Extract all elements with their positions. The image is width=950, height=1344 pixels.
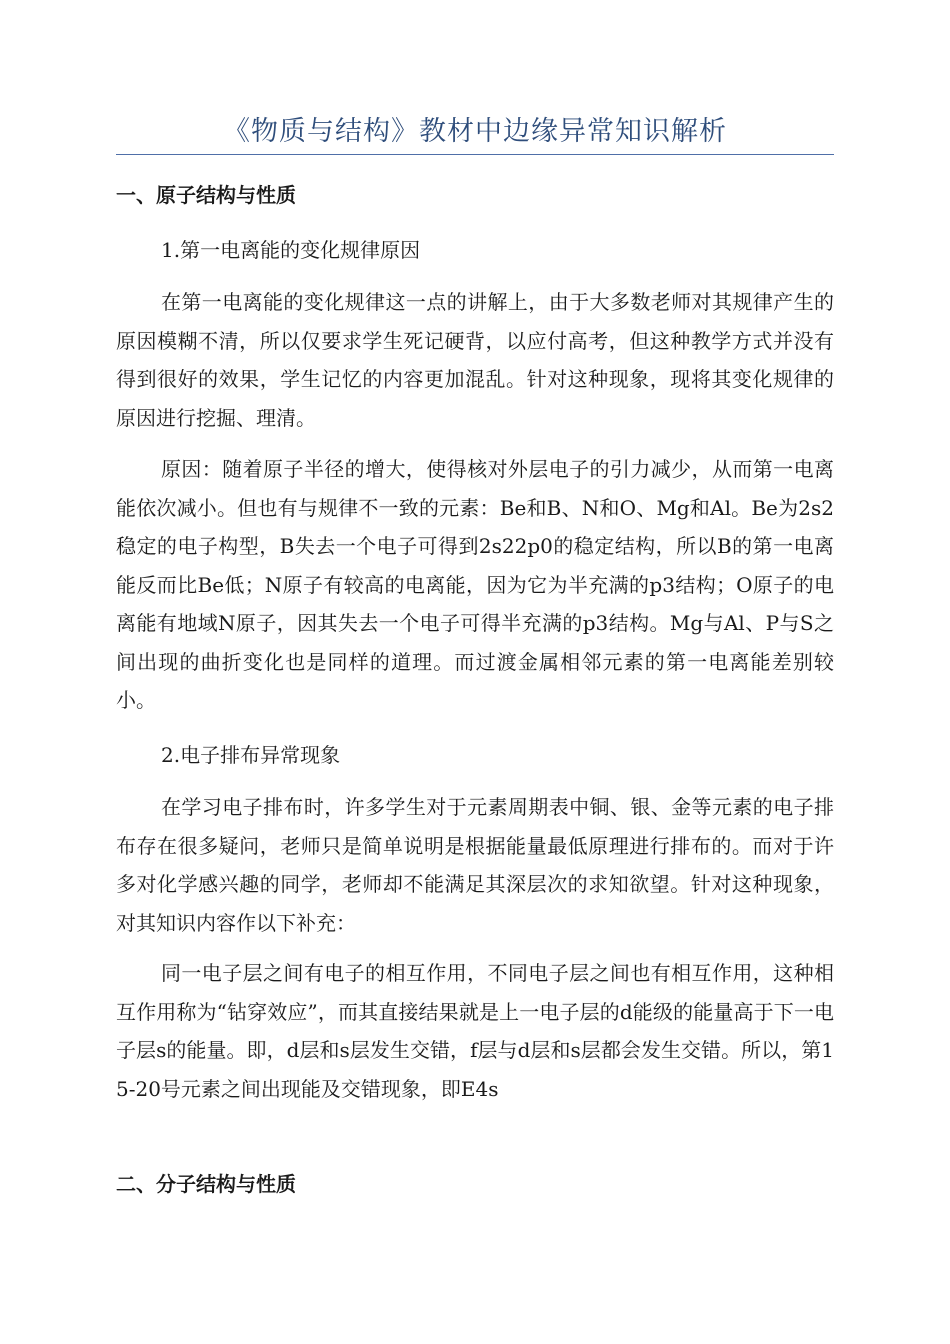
- section-heading-atomic-structure: 一、原子结构与性质: [116, 183, 296, 207]
- section-heading-molecular-structure: 二、分子结构与性质: [116, 1172, 296, 1196]
- subheading-ionization-energy: 1.第一电离能的变化规律原因: [161, 238, 421, 262]
- title-underline: [116, 154, 834, 155]
- paragraph-penetration-effect: 同一电子层之间有电子的相互作用，不同电子层之间也有相互作用，这种相互作用称为“钻穿效应”，而其直接结果就是上一电子层的d能级的能量高于下一电子层s的能量。即，d层和s层发生交错，f层与d层和s层都会发生交错。所以，第15-20号元素之间出现能及交错现象，即E4s: [116, 961, 834, 1101]
- paragraph-ionization-reason: 原因：随着原子半径的增大，使得核对外层电子的引力减少，从而第一电离能依次减小。但也有与规律不一致的元素：Be和B、N和O、Mg和Al。Be为2s2稳定的电子构型，B失去一个电子可得到2s22p0的稳定结构，所以B的第一电离能反而比Be低；N原子有较高的电离能，因为它为半充满的p3结构；O原子的电离能有地域N原子，因其失去一个电子可得半充满的p3结构。Mg与Al、P与S之间出现的曲折变化也是同样的道理。而过渡金属相邻元素的第一电离能差别较小。: [116, 457, 834, 712]
- document-title: 《物质与结构》教材中边缘异常知识解析: [223, 116, 727, 147]
- paragraph-electron-config-intro: 在学习电子排布时，许多学生对于元素周期表中铜、银、金等元素的电子排布存在很多疑问，老师只是简单说明是根据能量最低原理进行排布的。而对于许多对化学感兴趣的同学，老师却不能满足其深层次的求知欲望。针对这种现象，对其知识内容作以下补充：: [116, 795, 834, 935]
- paragraph-ionization-intro: 在第一电离能的变化规律这一点的讲解上，由于大多数老师对其规律产生的原因模糊不清，所以仅要求学生死记硬背，以应付高考，但这种教学方式并没有得到很好的效果，学生记忆的内容更加混乱。针对这种现象，现将其变化规律的原因进行挖掘、理清。: [116, 290, 834, 430]
- subheading-electron-configuration: 2.电子排布异常现象: [161, 743, 341, 767]
